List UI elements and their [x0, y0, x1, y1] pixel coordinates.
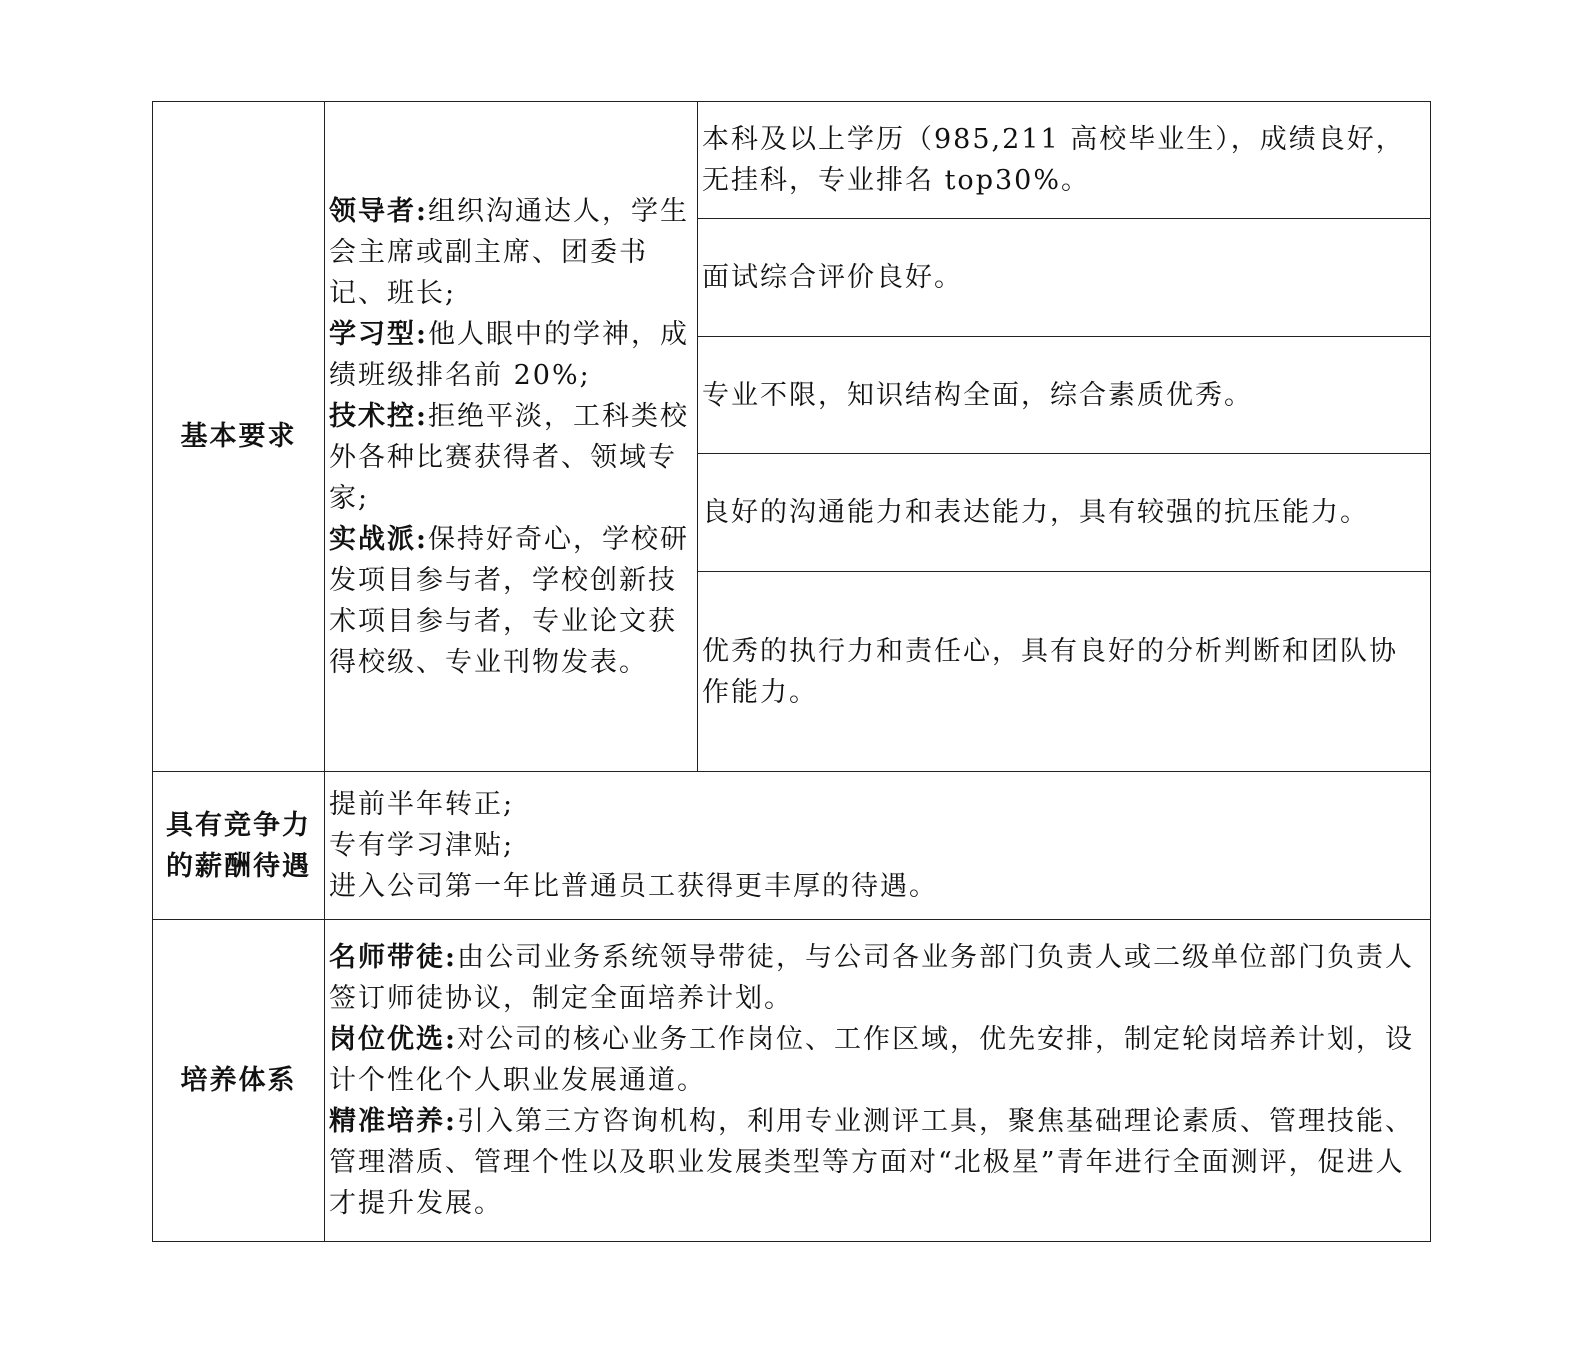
training-item: [329, 1101, 1426, 1224]
requirement-text: 优秀的执行力和责任心，具有良好的分析判断和团队协作能力。: [702, 635, 1398, 708]
requirement-cell: [697, 571, 1431, 772]
type-tech: [329, 396, 693, 519]
candidate-types-cell: [324, 101, 698, 772]
basic-requirements-label: 基本要求: [180, 421, 297, 452]
salary-label: 具有竞争力的薪酬待遇: [166, 809, 311, 882]
type-title: 领导者:: [329, 195, 428, 227]
type-text: 拒绝平淡，工科类校外各种比赛获得者、领域专家;: [329, 400, 689, 514]
type-learner: [329, 314, 693, 396]
requirement-cell: [697, 218, 1431, 337]
training-title: 精准培养:: [329, 1106, 457, 1137]
basic-requirements-label-cell: [152, 101, 325, 772]
type-title: 实战派:: [329, 523, 428, 555]
requirement-text: 本科及以上学历（985,211 高校毕业生），成绩良好，无挂科，专业排名 top30%。: [702, 124, 1405, 196]
salary-line: 进入公司第一年比普通员工获得更丰厚的待遇。: [329, 871, 938, 902]
type-text: 他人眼中的学神，成绩班级排名前 20%;: [329, 318, 689, 391]
training-text: 由公司业务系统领导带徒，与公司各业务部门负责人或二级单位部门负责人签订师徒协议，制定全面培养计划。: [329, 942, 1414, 1014]
requirement-text: 良好的沟通能力和表达能力，具有较强的抗压能力。: [702, 497, 1369, 528]
type-text: 组织沟通达人，学生会主席或副主席、团委书记、班长;: [329, 195, 689, 309]
requirement-text: 专业不限，知识结构全面，综合素质优秀。: [702, 379, 1253, 411]
training-title: 岗位优选:: [329, 1024, 457, 1055]
type-title: 学习型:: [329, 318, 428, 350]
training-item: [329, 1019, 1426, 1101]
salary-line: 专有学习津贴;: [329, 830, 515, 861]
requirement-cell: [697, 336, 1431, 454]
requirement-cell: [697, 453, 1431, 572]
salary-content-cell: [324, 771, 1431, 920]
type-title: 技术控:: [329, 400, 428, 432]
training-title: 名师带徒:: [329, 942, 457, 973]
type-practical: [329, 519, 693, 683]
type-text: 保持好奇心，学校研发项目参与者，学校创新技术项目参与者，专业论文获得校级、专业刊物发表。: [329, 523, 689, 678]
requirement-text: 面试综合评价良好。: [702, 262, 963, 293]
salary-line: 提前半年转正;: [329, 789, 515, 820]
type-leader: [329, 191, 693, 314]
training-text: 对公司的核心业务工作岗位、工作区域，优先安排，制定轮岗培养计划，设计个性化个人职业发展通道。: [329, 1024, 1414, 1096]
training-item: [329, 937, 1426, 1019]
candidate-types: [329, 191, 693, 683]
salary-label-cell: [152, 771, 325, 920]
training-text: 引入第三方咨询机构，利用专业测评工具，聚焦基础理论素质、管理技能、管理潜质、管理个性以及职业发展类型等方面对“北极星”青年进行全面测评，促进人才提升发展。: [329, 1106, 1414, 1219]
training-label-cell: [152, 919, 325, 1242]
requirement-cell: [697, 101, 1431, 219]
training-label: 培养体系: [180, 1065, 297, 1096]
training-content-cell: [324, 919, 1431, 1242]
